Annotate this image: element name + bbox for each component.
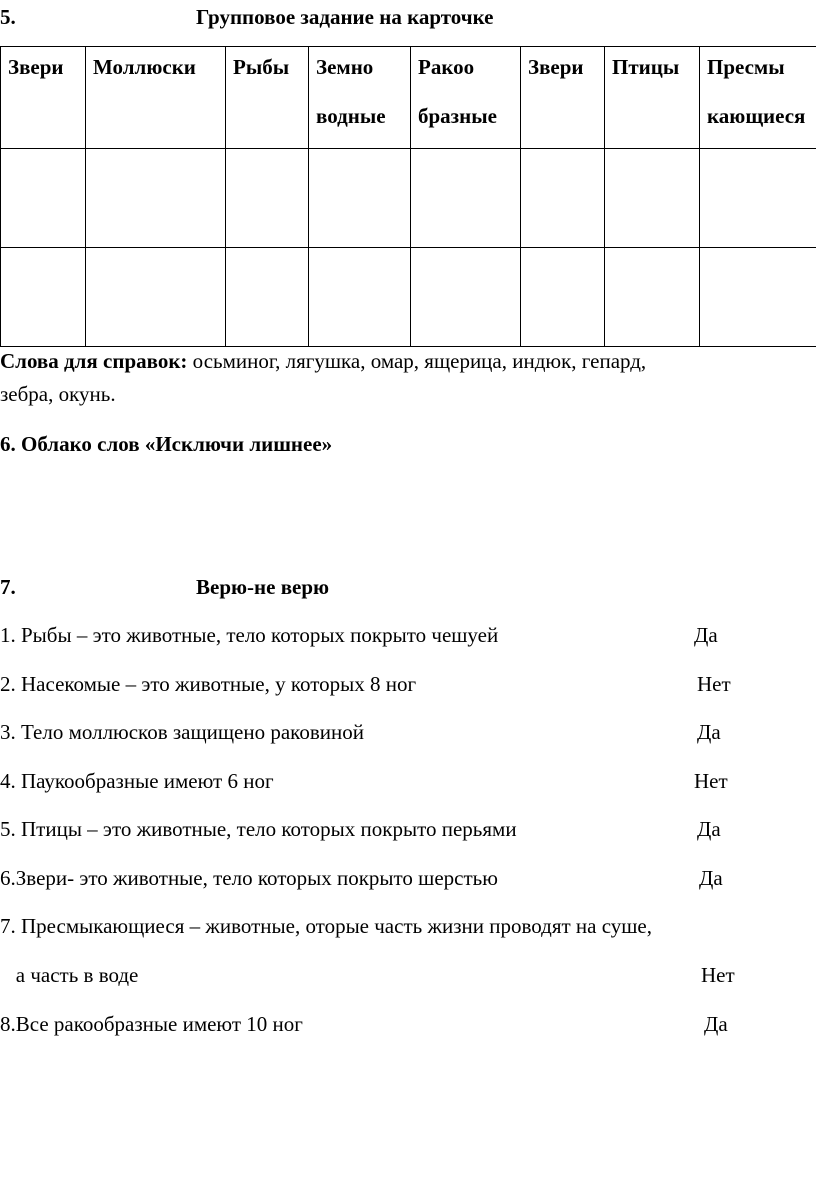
table-cell[interactable] [700,149,816,248]
table-cell[interactable] [521,248,605,347]
table-cell[interactable] [411,149,521,248]
table-cell[interactable] [86,248,226,347]
statement-item-continuation: а часть в воде [0,963,139,987]
section-5-number: 5. [0,5,16,29]
statement-answer: Да [699,866,723,890]
header-cell: Моллюски [86,47,226,149]
hint-line-1 [0,348,646,374]
statement-item: 1. Рыбы – это животные, тело которых покрыто чешуей [0,623,499,647]
statement-answer: Нет [701,963,735,987]
header-cell: Ракоо бразные [411,47,521,149]
statement-answer: Да [704,1012,728,1036]
statement-answer: Нет [697,672,731,696]
classification-table [0,46,816,347]
table-cell[interactable] [605,248,700,347]
hint-words: осьминог, лягушка, омар, ящерица, индюк, гепард, [187,349,647,373]
table-cell[interactable] [521,149,605,248]
header-cell: Земно водные [309,47,411,149]
statement-item: 4. Паукообразные имеют 6 ног [0,769,274,793]
hint-line-2: зебра, окунь. [0,382,116,406]
table-row [1,248,816,347]
table-cell[interactable] [1,149,86,248]
table-cell[interactable] [86,149,226,248]
section-5-title: Групповое задание на карточке [196,5,494,29]
hint-label: Слова для справок: [0,349,188,373]
header-cell: Рыбы [226,47,309,149]
table-row [1,149,816,248]
header-cell: Птицы [605,47,700,149]
table-cell[interactable] [226,149,309,248]
table-cell[interactable] [309,149,411,248]
section-7-title: Верю-не верю [196,575,330,599]
header-cell: Звери [1,47,86,149]
table-cell[interactable] [1,248,86,347]
section-7-number: 7. [0,575,16,599]
statement-item: 2. Насекомые – это животные, у которых 8 ног [0,672,417,696]
statement-item: 7. Пресмыкающиеся – животные, оторые часть жизни проводят на суше, [0,914,652,938]
table-cell[interactable] [605,149,700,248]
table-cell[interactable] [411,248,521,347]
header-cell: Звери [521,47,605,149]
table-cell[interactable] [309,248,411,347]
statement-answer: Нет [694,769,728,793]
statement-answer: Да [694,623,718,647]
section-6-title: 6. Облако слов «Исключи лишнее» [0,432,333,456]
statement-item: 5. Птицы – это животные, тело которых покрыто перьями [0,817,517,841]
statement-item: 8.Все ракообразные имеют 10 ног [0,1012,303,1036]
statement-answer: Да [697,817,721,841]
statement-item: 3. Тело моллюсков защищено раковиной [0,720,364,744]
table-cell[interactable] [226,248,309,347]
statement-answer: Да [697,720,721,744]
header-cell: Пресмы кающиеся [700,47,816,149]
table-cell[interactable] [700,248,816,347]
table-header-row [1,47,816,149]
statement-item: 6.Звери- это животные, тело которых покрыто шерстью [0,866,498,890]
